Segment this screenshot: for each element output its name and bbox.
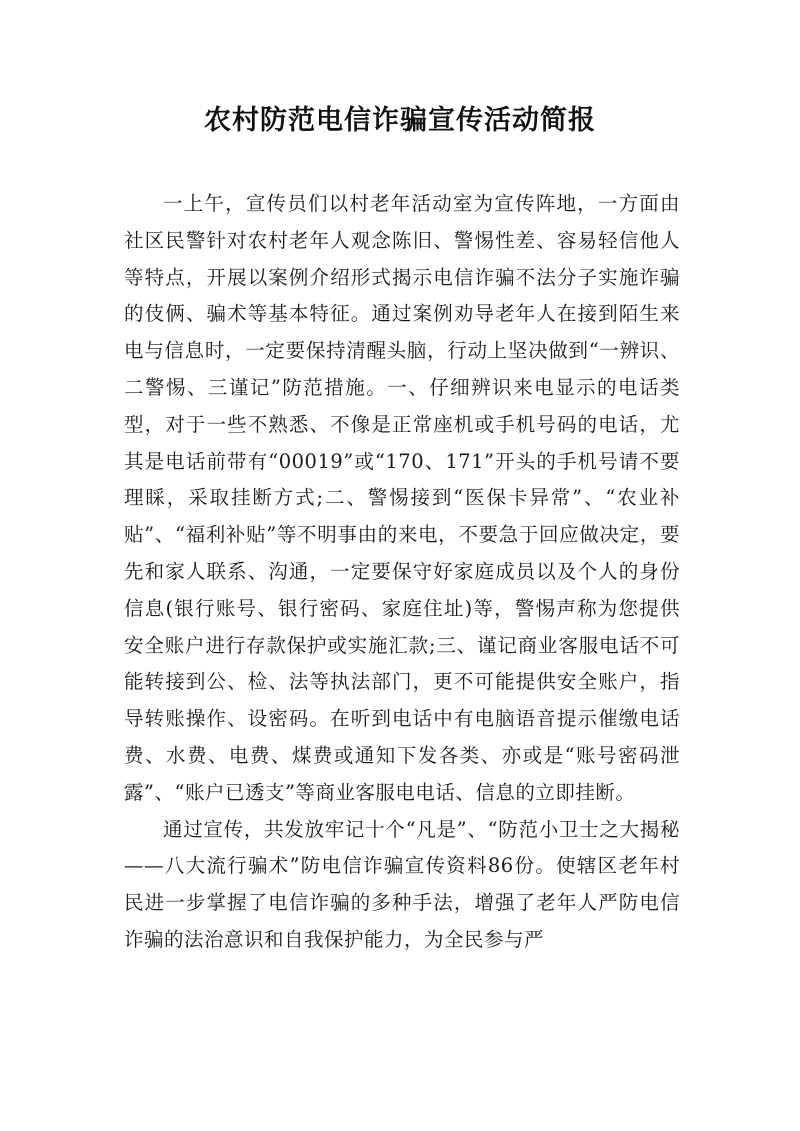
paragraph-1: 一上午，宣传员们以村老年活动室为宣传阵地，一方面由社区民警针对农村老年人观念陈旧、警惕性差、容易轻信他人等特点，开展以案例介绍形式揭示电信诈骗不法分子实施诈骗的伎俩、骗术等基本特征。通过案例劝导老年人在接到陌生来电与信息时，一定要保持清醒头脑，行动上坚决做到“一辨识、二警惕、三谨记”防范措施。一、仔细辨识来电显示的电话类型，对于一些不熟悉、不像是正常座机或手机号码的电话，尤其是电话前带有“00019”或“170、171”开头的手机号请不要理睬，采取挂断方式;二、警惕接到“医保卡异常”、“农业补贴”、“福利补贴”等不明事由的来电，不要急于回应做决定，要先和家人联系、沟通，一定要保守好家庭成员以及个人的身份信息(银行账号、银行密码、家庭住址)等，警惕声称为您提供安全账户进行存款保护或实施汇款;三、谨记商业客服电话不可能转接到公、检、法等执法部门，更不可能提供安全账户，指导转账操作、设密码。在听到电话中有电脑语音提示催缴电话费、水费、电费、煤费或通知下发各类、亦或是“账号密码泄露”、“账户已透支”等商业客服电电话、信息的立即挂断。 [124, 192, 680, 804]
document-body [124, 186, 680, 959]
document-title: 农村防范电信诈骗宣传活动简报 [204, 105, 596, 136]
paragraph-2: 通过宣传，共发放牢记十个“凡是”、“防范小卫士之大揭秘——八大流行骗术”防电信诈骗宣传资料86份。使辖区老年村民进一步掌握了电信诈骗的多种手法，增强了老年人严防电信诈骗的法治意识和自我保护能力，为全民参与严 [124, 817, 680, 951]
